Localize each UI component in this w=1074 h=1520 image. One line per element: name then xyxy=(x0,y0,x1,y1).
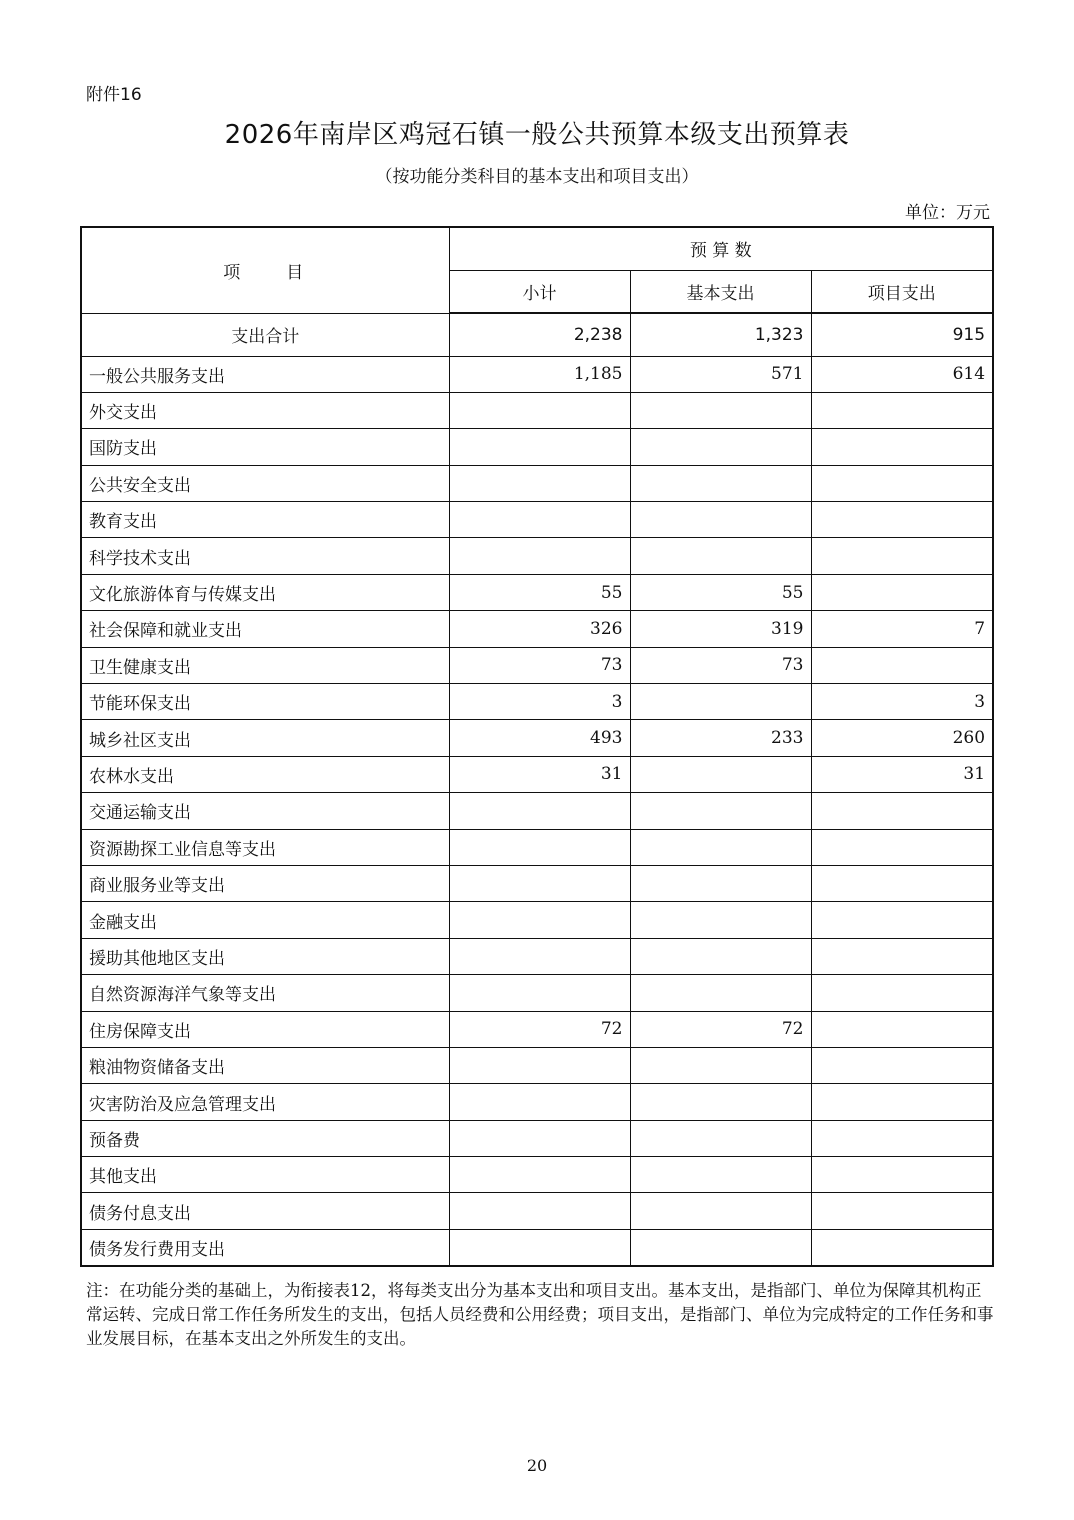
row-project xyxy=(811,1229,993,1266)
row-label: 其他支出 xyxy=(81,1157,449,1193)
row-basic xyxy=(630,684,811,720)
row-project xyxy=(811,647,993,683)
table-row xyxy=(81,538,993,574)
row-label: 援助其他地区支出 xyxy=(81,938,449,974)
row-label: 外交支出 xyxy=(81,392,449,428)
row-label: 国防支出 xyxy=(81,429,449,465)
row-project xyxy=(811,829,993,865)
row-label: 灾害防治及应急管理支出 xyxy=(81,1084,449,1120)
row-label: 预备费 xyxy=(81,1120,449,1156)
row-subtotal: 73 xyxy=(449,647,630,683)
row-basic xyxy=(630,1157,811,1193)
row-project xyxy=(811,1193,993,1229)
row-label: 资源勘探工业信息等支出 xyxy=(81,829,449,865)
row-subtotal xyxy=(449,975,630,1011)
header-project-expense: 项目支出 xyxy=(811,270,993,313)
table-row xyxy=(81,1120,993,1156)
row-project xyxy=(811,429,993,465)
row-basic xyxy=(630,865,811,901)
footnote: 注：在功能分类的基础上，为衔接表12，将每类支出分为基本支出和项目支出。基本支出，是指部门、单位为保障其机构正常运转、完成日常工作任务所发生的支出，包括人员经费和公用经费；项目支出，是指部门、单位为完成特定的工作任务和事业发展目标，在基本支出之外所发生的支出。 xyxy=(86,1281,994,1348)
attachment-label: 附件16 xyxy=(86,85,142,105)
row-basic xyxy=(630,938,811,974)
table-row xyxy=(81,502,993,538)
row-label: 教育支出 xyxy=(81,502,449,538)
row-basic xyxy=(630,756,811,792)
row-subtotal: 72 xyxy=(449,1011,630,1047)
total-row xyxy=(81,313,993,356)
table-row xyxy=(81,1229,993,1266)
row-label: 城乡社区支出 xyxy=(81,720,449,756)
row-basic xyxy=(630,1229,811,1266)
row-basic: 72 xyxy=(630,1011,811,1047)
table-row xyxy=(81,1084,993,1120)
table-row xyxy=(81,975,993,1011)
table-row xyxy=(81,1193,993,1229)
row-label: 农林水支出 xyxy=(81,756,449,792)
table-row xyxy=(81,793,993,829)
row-project xyxy=(811,975,993,1011)
row-basic xyxy=(630,392,811,428)
header-basic: 基本支出 xyxy=(630,270,811,313)
row-label: 债务付息支出 xyxy=(81,1193,449,1229)
row-basic xyxy=(630,1047,811,1083)
row-label: 债务发行费用支出 xyxy=(81,1229,449,1266)
row-basic xyxy=(630,1193,811,1229)
table-row xyxy=(81,720,993,756)
row-project xyxy=(811,574,993,610)
row-subtotal xyxy=(449,829,630,865)
table-row xyxy=(81,465,993,501)
row-subtotal xyxy=(449,1047,630,1083)
row-subtotal xyxy=(449,392,630,428)
row-subtotal xyxy=(449,865,630,901)
header-subtotal: 小计 xyxy=(449,270,630,313)
row-basic xyxy=(630,1120,811,1156)
row-project xyxy=(811,538,993,574)
row-project: 7 xyxy=(811,611,993,647)
row-subtotal xyxy=(449,1229,630,1266)
row-project xyxy=(811,1011,993,1047)
row-project xyxy=(811,1084,993,1120)
total-basic: 1,323 xyxy=(630,313,811,356)
row-basic xyxy=(630,902,811,938)
total-label: 支出合计 xyxy=(81,313,449,356)
table-row xyxy=(81,574,993,610)
table-row xyxy=(81,429,993,465)
row-basic: 55 xyxy=(630,574,811,610)
row-label: 粮油物资储备支出 xyxy=(81,1047,449,1083)
row-label: 交通运输支出 xyxy=(81,793,449,829)
table-row xyxy=(81,1011,993,1047)
row-basic xyxy=(630,502,811,538)
row-basic xyxy=(630,465,811,501)
row-basic: 319 xyxy=(630,611,811,647)
row-label: 文化旅游体育与传媒支出 xyxy=(81,574,449,610)
row-label: 自然资源海洋气象等支出 xyxy=(81,975,449,1011)
row-subtotal: 3 xyxy=(449,684,630,720)
row-subtotal xyxy=(449,793,630,829)
row-subtotal: 326 xyxy=(449,611,630,647)
row-label: 商业服务业等支出 xyxy=(81,865,449,901)
row-label: 金融支出 xyxy=(81,902,449,938)
table-row xyxy=(81,756,993,792)
row-subtotal xyxy=(449,1120,630,1156)
row-subtotal xyxy=(449,429,630,465)
row-project xyxy=(811,902,993,938)
header-project: 项 目 xyxy=(81,227,449,313)
row-subtotal: 493 xyxy=(449,720,630,756)
row-subtotal: 1,185 xyxy=(449,356,630,392)
table-row xyxy=(81,938,993,974)
table-row xyxy=(81,356,993,392)
row-project xyxy=(811,1157,993,1193)
table-row xyxy=(81,829,993,865)
row-label: 卫生健康支出 xyxy=(81,647,449,683)
row-subtotal xyxy=(449,538,630,574)
row-label: 节能环保支出 xyxy=(81,684,449,720)
row-project xyxy=(811,938,993,974)
table-row xyxy=(81,1157,993,1193)
row-subtotal xyxy=(449,1084,630,1120)
row-subtotal xyxy=(449,1157,630,1193)
table-row xyxy=(81,865,993,901)
row-label: 社会保障和就业支出 xyxy=(81,611,449,647)
table-row xyxy=(81,684,993,720)
row-subtotal xyxy=(449,938,630,974)
row-label: 住房保障支出 xyxy=(81,1011,449,1047)
row-project xyxy=(811,793,993,829)
row-subtotal: 55 xyxy=(449,574,630,610)
table-row xyxy=(81,647,993,683)
row-subtotal xyxy=(449,902,630,938)
row-basic: 233 xyxy=(630,720,811,756)
table-row xyxy=(81,902,993,938)
row-project xyxy=(811,392,993,428)
row-basic xyxy=(630,1084,811,1120)
total-project: 915 xyxy=(811,313,993,356)
row-project xyxy=(811,1047,993,1083)
budget-table xyxy=(80,226,994,1267)
row-project xyxy=(811,502,993,538)
row-basic: 571 xyxy=(630,356,811,392)
row-project xyxy=(811,1120,993,1156)
row-project: 3 xyxy=(811,684,993,720)
page-subtitle: （按功能分类科目的基本支出和项目支出） xyxy=(375,167,699,187)
row-basic xyxy=(630,793,811,829)
table-row xyxy=(81,392,993,428)
page-number: 20 xyxy=(526,1456,548,1475)
row-label: 科学技术支出 xyxy=(81,538,449,574)
row-basic xyxy=(630,429,811,465)
row-project: 31 xyxy=(811,756,993,792)
row-label: 公共安全支出 xyxy=(81,465,449,501)
row-subtotal: 31 xyxy=(449,756,630,792)
row-project: 260 xyxy=(811,720,993,756)
row-subtotal xyxy=(449,502,630,538)
row-subtotal xyxy=(449,465,630,501)
total-subtotal: 2,238 xyxy=(449,313,630,356)
row-basic xyxy=(630,975,811,1011)
row-project: 614 xyxy=(811,356,993,392)
row-subtotal xyxy=(449,1193,630,1229)
row-label: 一般公共服务支出 xyxy=(81,356,449,392)
row-project xyxy=(811,865,993,901)
row-basic xyxy=(630,538,811,574)
table-row xyxy=(81,611,993,647)
row-project xyxy=(811,465,993,501)
row-basic: 73 xyxy=(630,647,811,683)
unit-label: 单位：万元 xyxy=(905,203,990,223)
table-row xyxy=(81,1047,993,1083)
row-basic xyxy=(630,829,811,865)
page-title: 2026年南岸区鸡冠石镇一般公共预算本级支出预算表 xyxy=(224,120,850,150)
header-budget: 预 算 数 xyxy=(449,227,993,270)
